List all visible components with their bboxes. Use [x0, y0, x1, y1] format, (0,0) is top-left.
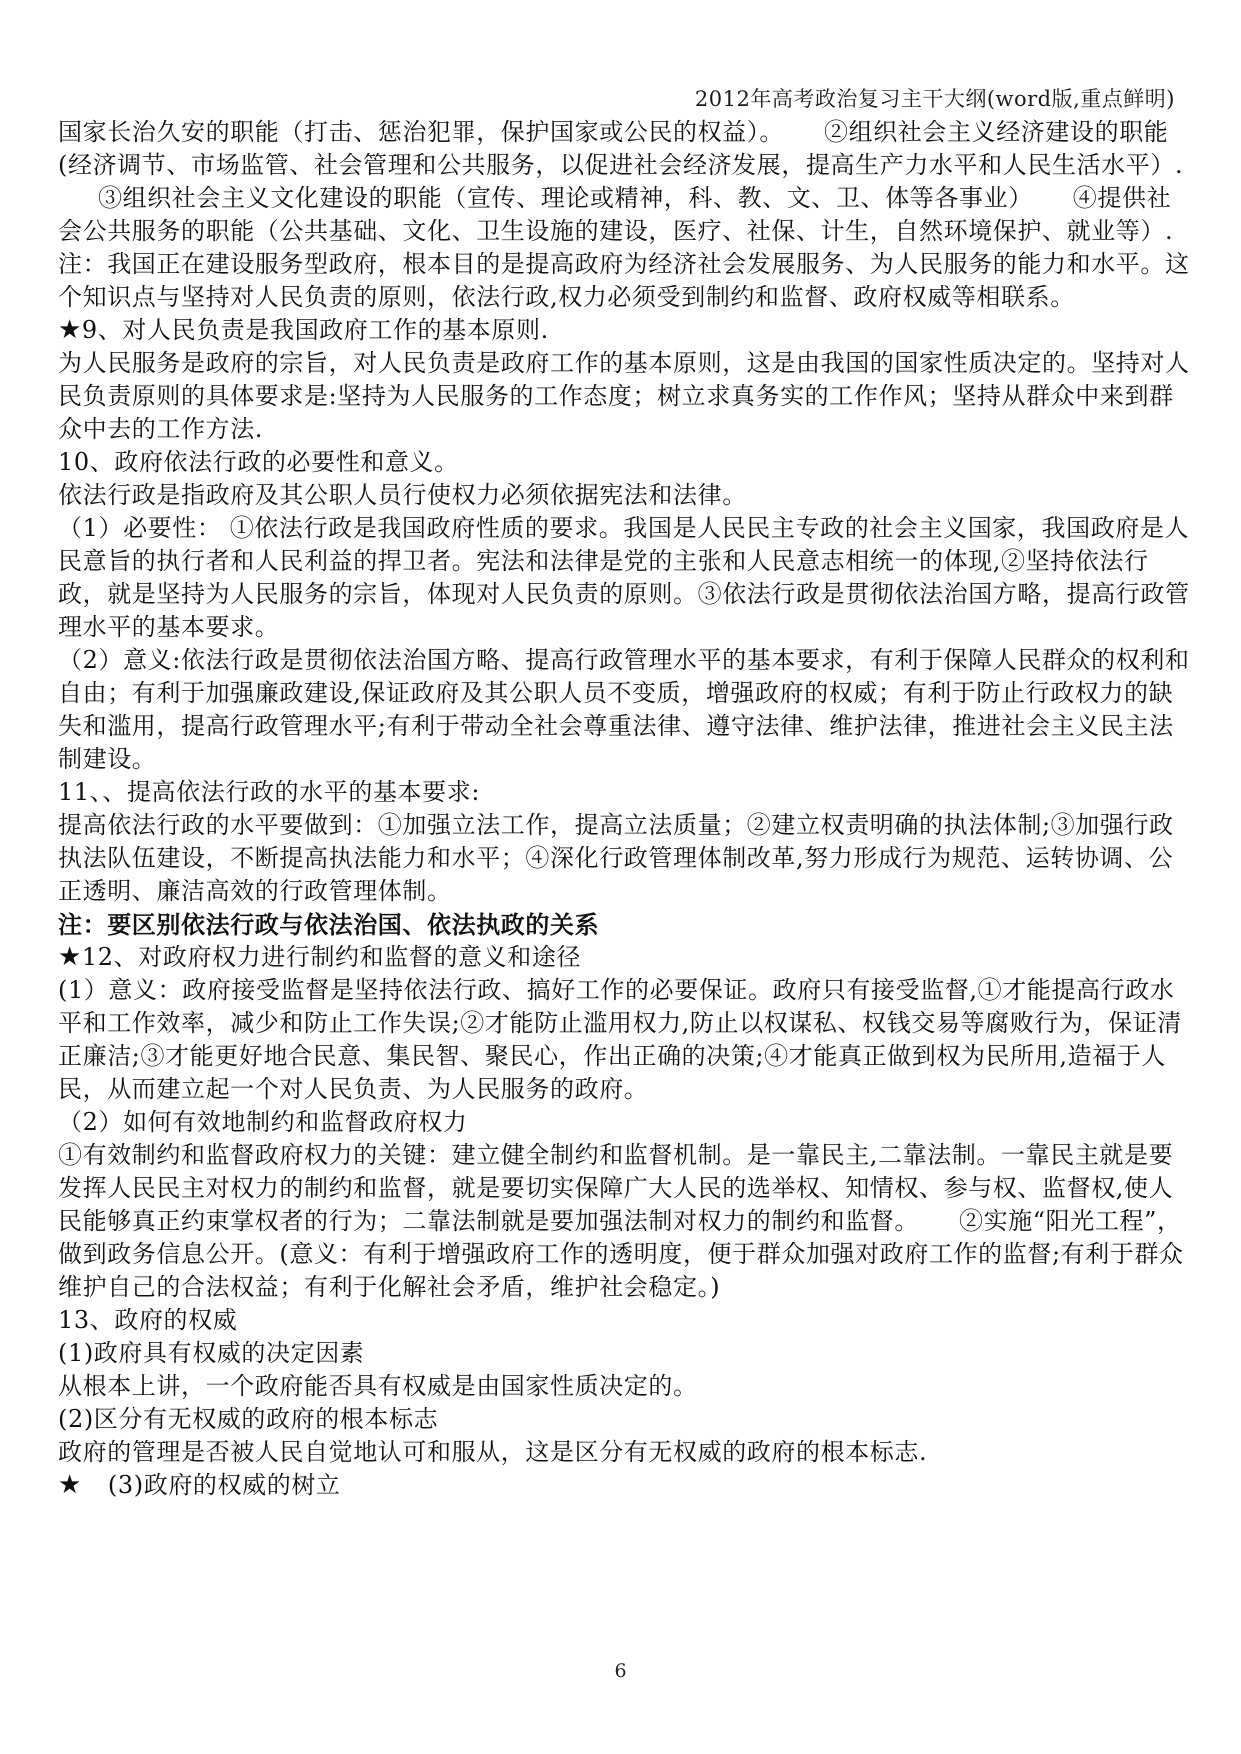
- heading-10: 10、政府依法行政的必要性和意义。: [58, 448, 459, 476]
- function-3-text: ③组织社会主义文化建设的职能（宣传、理论或精神，科、教、文、卫、体等各事业）: [98, 184, 1033, 212]
- heading-12: [58, 941, 1192, 974]
- function-1-text: 国家长治久安的职能（打击、惩治犯罪，保护国家或公民的权益）。: [58, 118, 784, 146]
- page-number: 6: [614, 1660, 627, 1682]
- approach-1-text: ①有效制约和监督政府权力的关键：建立健全制约和监督机制。是一靠民主,二靠法制。一靠民主就是要发挥人民民主对权力的制约和监督，就是要切实保障广大人民的选举权、知情权、参与权、监督权,使人民能够真正约束掌权者的行为；二靠法制就是要加强法制对权力的制约和监督。: [58, 1141, 1174, 1235]
- star-icon: ★: [58, 942, 82, 972]
- paragraph-11: 提高依法行政的水平要做到：①加强立法工作，提高立法质量；②建立权责明确的执法体制;③加强行政执法队伍建设，不断提高执法能力和水平；④深化行政管理体制改革,努力形成行为规范、运转协调、公正透明、廉洁高效的行政管理体制。: [58, 811, 1174, 905]
- paragraph-10-necessity: （1）必要性： ①依法行政是我国政府性质的要求。我国是人民民主专政的社会主义国家，我国政府是人民意旨的执行者和人民利益的捍卫者。宪法和法律是党的主张和人民意志相统一的体现,②坚持依法行政，就是坚持为人民服务的宗旨，体现对人民负责的原则。③依法行政是贯彻依法治国方略，提高行政管理水平的基本要求。: [58, 514, 1190, 641]
- function-4-text: ④提供社会公共服务的职能（公共基础、文化、卫生设施的建设，医疗、社保、计生，自然环境保护、就业等）.: [58, 184, 1174, 245]
- paragraph-10-significance: （2）意义:依法行政是贯彻依法治国方略、提高行政管理水平的基本要求，有利于保障人民群众的权利和自由；有利于加强廉政建设,保证政府及其公职人员不变质，增强政府的权威；有利于防止行政权力的缺失和滥用，提高行政管理水平;有利于带动全社会尊重法律、遵守法律、维护法律，推进社会主义民主法制建设。: [58, 646, 1190, 773]
- paragraph-13-1: 从根本上讲，一个政府能否具有权威是由国家性质决定的。: [58, 1372, 698, 1400]
- subheading-13-3-text: (3)政府的权威的树立: [107, 1471, 341, 1499]
- star-icon: ★: [58, 1470, 82, 1500]
- subheading-13-2: (2)区分有无权威的政府的根本标志: [58, 1405, 439, 1433]
- paragraph-13-2: 政府的管理是否被人民自觉地认可和服从，这是区分有无权威的政府的根本标志.: [58, 1438, 928, 1466]
- subheading-13-1: (1)政府具有权威的决定因素: [58, 1339, 365, 1367]
- approach-2-text: ②实施“阳光工程”，做到政务信息公开。(意义：有利于增强政府工作的透明度，便于群众加强对政府工作的监督;有利于群众维护自己的合法权益；有利于化解社会矛盾，维护社会稳定。): [58, 1207, 1184, 1301]
- heading-12-text: 12、对政府权力进行制约和监督的意义和途径: [81, 943, 582, 971]
- note-distinction: 注：要区别依法行政与依法治国、依法执政的关系: [58, 910, 600, 939]
- function-2-text: ②组织社会主义经济建设的职能(经济调节、市场监管、社会管理和公共服务，以促进社会经济发展，提高生产力水平和人民生活水平）.: [58, 118, 1184, 179]
- paragraph-10-definition: 依法行政是指政府及其公职人员行使权力必须依据宪法和法律。: [58, 481, 747, 509]
- star-icon: ★: [58, 315, 82, 345]
- subheading-12-how: （2）如何有效地制约和监督政府权力: [58, 1108, 468, 1136]
- heading-9: [58, 314, 1192, 347]
- paragraph-9: 为人民服务是政府的宗旨，对人民负责是政府工作的基本原则，这是由我国的国家性质决定的。坚持对人民负责原则的具体要求是:坚持为人民服务的工作态度；树立求真务实的工作作风；坚持从群众中来到群众中去的工作方法.: [58, 349, 1190, 443]
- note-service-government: 注：我国正在建设服务型政府，根本目的是提高政府为经济社会发展服务、为人民服务的能力和水平。这个知识点与坚持对人民负责的原则，依法行政,权力必须受到制约和监督、政府权威等相联系。: [58, 250, 1190, 311]
- heading-11: 11、、提高依法行政的水平的基本要求:: [58, 778, 481, 806]
- paragraph-12-approach: [58, 1139, 1192, 1304]
- heading-13: 13、政府的权威: [58, 1306, 238, 1334]
- paragraph-12-significance: (1）意义：政府接受监督是坚持依法行政、搞好工作的必要保证。政府只有接受监督,①才能提高行政水平和工作效率，减少和防止工作失误;②才能防止滥用权力,防止以权谋私、权钱交易等腐败行为，保证清正廉洁;③才能更好地合民意、集民智、聚民心，作出正确的决策;④才能真正做到权为民所用,造福于人民，从而建立起一个对人民负责、为人民服务的政府。: [58, 976, 1182, 1103]
- heading-9-text: 9、对人民负责是我国政府工作的基本原则.: [81, 316, 549, 344]
- page-body: [58, 116, 1192, 1502]
- page-header: 2012年高考政治复习主干大纲(word版,重点鲜明): [694, 87, 1175, 111]
- subheading-13-3: [58, 1469, 1192, 1502]
- paragraph-functions: [58, 116, 1192, 248]
